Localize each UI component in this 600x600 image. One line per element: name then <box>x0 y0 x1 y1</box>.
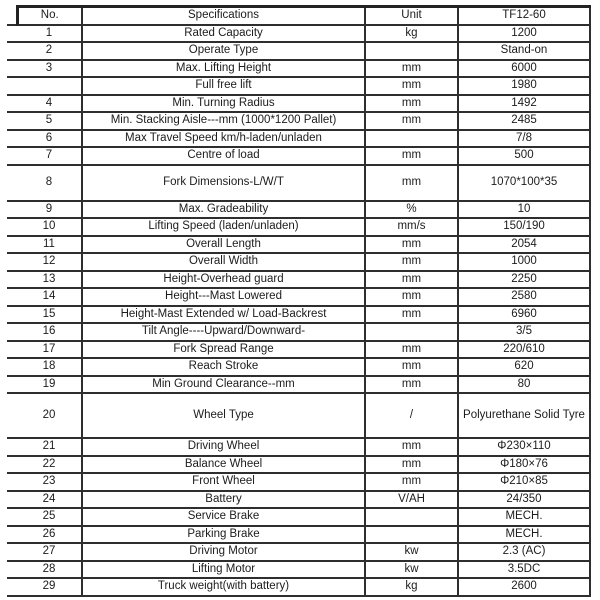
cell-value: 10 <box>458 201 590 219</box>
cell-unit: / <box>365 393 458 438</box>
row-gutter <box>7 561 17 579</box>
row-gutter <box>7 147 17 165</box>
row-gutter <box>7 25 17 43</box>
cell-specification: Centre of load <box>82 147 365 165</box>
cell-specification: Height-Mast Extended w/ Load-Backrest <box>82 306 365 324</box>
row-gutter <box>7 456 17 474</box>
cell-no: 2 <box>17 42 82 60</box>
cell-specification: Wheel Type <box>82 393 365 438</box>
cell-value: 1200 <box>458 25 590 43</box>
cell-value: Stand-on <box>458 42 590 60</box>
table-row <box>7 60 590 78</box>
cell-unit: % <box>365 201 458 219</box>
table-row <box>7 508 590 526</box>
cell-unit <box>365 508 458 526</box>
cell-specification: Tilt Angle----Upward/Downward- <box>82 323 365 341</box>
cell-specification: Height-Overhead guard <box>82 271 365 289</box>
cell-specification: Driving Wheel <box>82 438 365 456</box>
cell-value: 2580 <box>458 288 590 306</box>
cell-unit <box>365 130 458 148</box>
cell-unit: mm <box>365 95 458 113</box>
header-row <box>7 7 590 25</box>
cell-value: 220/610 <box>458 341 590 359</box>
cell-no: 10 <box>17 218 82 236</box>
cell-value: 2250 <box>458 271 590 289</box>
row-gutter <box>7 341 17 359</box>
cell-specification: Lifting Motor <box>82 561 365 579</box>
cell-value: 2.3 (AC) <box>458 543 590 561</box>
cell-unit: mm <box>365 112 458 130</box>
table-header <box>7 7 590 25</box>
table-row <box>7 306 590 324</box>
cell-no: 15 <box>17 306 82 324</box>
cell-unit: mm <box>365 253 458 271</box>
cell-unit <box>365 323 458 341</box>
cell-value: 1000 <box>458 253 590 271</box>
cell-no: 13 <box>17 271 82 289</box>
row-gutter <box>7 130 17 148</box>
cell-unit: mm <box>365 236 458 254</box>
cell-unit: kg <box>365 578 458 596</box>
table-row <box>7 393 590 438</box>
table-row <box>7 473 590 491</box>
cell-unit: mm <box>365 165 458 201</box>
cell-value: 24/350 <box>458 491 590 509</box>
cell-no: 7 <box>17 147 82 165</box>
cell-no: 28 <box>17 561 82 579</box>
specifications-table <box>7 5 591 597</box>
row-gutter <box>7 95 17 113</box>
cell-specification: Lifting Speed (laden/unladen) <box>82 218 365 236</box>
header-specifications: Specifications <box>82 7 365 25</box>
cell-no: 29 <box>17 578 82 596</box>
table-row <box>7 323 590 341</box>
row-gutter <box>7 112 17 130</box>
row-gutter <box>7 218 17 236</box>
cell-value: 2600 <box>458 578 590 596</box>
cell-specification: Parking Brake <box>82 526 365 544</box>
row-gutter <box>7 288 17 306</box>
cell-no: 23 <box>17 473 82 491</box>
cell-no: 26 <box>17 526 82 544</box>
cell-specification: Service Brake <box>82 508 365 526</box>
cell-unit: mm <box>365 147 458 165</box>
cell-no: 20 <box>17 393 82 438</box>
table-row <box>7 95 590 113</box>
cell-no: 24 <box>17 491 82 509</box>
cell-unit: kw <box>365 561 458 579</box>
cell-value: Polyurethane Solid Tyre <box>458 393 590 438</box>
cell-specification: Min. Stacking Aisle---mm (1000*1200 Pallet) <box>82 112 365 130</box>
row-gutter <box>7 60 17 78</box>
row-gutter <box>7 253 17 271</box>
row-gutter <box>7 578 17 596</box>
cell-unit: kg <box>365 25 458 43</box>
cell-specification: Max Travel Speed km/h-laden/unladen <box>82 130 365 148</box>
table-row <box>7 491 590 509</box>
cell-value: 3/5 <box>458 323 590 341</box>
row-gutter <box>7 376 17 394</box>
cell-value: MECH. <box>458 526 590 544</box>
table-row <box>7 201 590 219</box>
cell-specification: Fork Dimensions-L/W/T <box>82 165 365 201</box>
table-row <box>7 358 590 376</box>
cell-specification: Battery <box>82 491 365 509</box>
row-gutter <box>7 201 17 219</box>
cell-unit: mm <box>365 271 458 289</box>
row-gutter <box>7 438 17 456</box>
header-no: No. <box>17 7 82 25</box>
cell-no: 12 <box>17 253 82 271</box>
cell-unit: mm <box>365 60 458 78</box>
cell-value: 80 <box>458 376 590 394</box>
cell-no: 14 <box>17 288 82 306</box>
table-row <box>7 253 590 271</box>
cell-specification: Front Wheel <box>82 473 365 491</box>
cell-specification: Overall Width <box>82 253 365 271</box>
table-row <box>7 218 590 236</box>
table-row <box>7 438 590 456</box>
row-gutter <box>7 306 17 324</box>
row-gutter <box>7 236 17 254</box>
table-row <box>7 147 590 165</box>
header-model: TF12-60 <box>458 7 590 25</box>
row-gutter <box>7 393 17 438</box>
cell-no: 19 <box>17 376 82 394</box>
table-row <box>7 165 590 201</box>
cell-unit: mm <box>365 376 458 394</box>
cell-unit: mm/s <box>365 218 458 236</box>
row-gutter <box>7 491 17 509</box>
row-gutter <box>7 358 17 376</box>
cell-value: 7/8 <box>458 130 590 148</box>
row-gutter <box>7 42 17 60</box>
row-gutter <box>7 323 17 341</box>
table-row <box>7 561 590 579</box>
cell-value: 500 <box>458 147 590 165</box>
cell-value: 620 <box>458 358 590 376</box>
cell-no: 5 <box>17 112 82 130</box>
cell-value: 1492 <box>458 95 590 113</box>
cell-specification: Truck weight(with battery) <box>82 578 365 596</box>
cell-specification: Max. Gradeability <box>82 201 365 219</box>
table-row <box>7 236 590 254</box>
cell-no: 8 <box>17 165 82 201</box>
table-row <box>7 341 590 359</box>
row-gutter <box>7 473 17 491</box>
cell-unit: mm <box>365 77 458 95</box>
cell-specification: Reach Stroke <box>82 358 365 376</box>
cell-specification: Max. Lifting Height <box>82 60 365 78</box>
cell-value: Φ230×110 <box>458 438 590 456</box>
row-gutter <box>7 508 17 526</box>
cell-no: 4 <box>17 95 82 113</box>
cell-unit: V/AH <box>365 491 458 509</box>
table-row <box>7 77 590 95</box>
cell-unit: mm <box>365 306 458 324</box>
cell-specification: Balance Wheel <box>82 456 365 474</box>
table-row <box>7 543 590 561</box>
cell-value: 6000 <box>458 60 590 78</box>
table-row <box>7 376 590 394</box>
cell-no: 18 <box>17 358 82 376</box>
table-row <box>7 288 590 306</box>
cell-no: 22 <box>17 456 82 474</box>
cell-no: 27 <box>17 543 82 561</box>
table-row <box>7 578 590 596</box>
spec-table-body <box>7 25 590 596</box>
cell-value: 3.5DC <box>458 561 590 579</box>
row-gutter <box>7 77 17 95</box>
cell-value: 6960 <box>458 306 590 324</box>
row-gutter <box>7 543 17 561</box>
cell-specification: Overall Length <box>82 236 365 254</box>
cell-no: 21 <box>17 438 82 456</box>
cell-specification: Driving Motor <box>82 543 365 561</box>
cell-value: 1070*100*35 <box>458 165 590 201</box>
cell-no: 3 <box>17 60 82 78</box>
cell-no: 17 <box>17 341 82 359</box>
cell-specification: Min Ground Clearance--mm <box>82 376 365 394</box>
cell-value: 2485 <box>458 112 590 130</box>
cell-unit: mm <box>365 438 458 456</box>
table-row <box>7 112 590 130</box>
table-row <box>7 42 590 60</box>
cell-specification: Operate Type <box>82 42 365 60</box>
cell-no: 16 <box>17 323 82 341</box>
cell-value: 2054 <box>458 236 590 254</box>
cell-value: MECH. <box>458 508 590 526</box>
table-row <box>7 456 590 474</box>
cell-no: 25 <box>17 508 82 526</box>
cell-unit <box>365 526 458 544</box>
cell-value: Φ180×76 <box>458 456 590 474</box>
table-row <box>7 271 590 289</box>
row-gutter <box>7 165 17 201</box>
cell-unit: mm <box>365 456 458 474</box>
row-gutter <box>7 7 17 25</box>
cell-no <box>17 77 82 95</box>
row-gutter <box>7 271 17 289</box>
cell-unit: mm <box>365 288 458 306</box>
table-row <box>7 25 590 43</box>
cell-value: Φ210×85 <box>458 473 590 491</box>
cell-specification: Min. Turning Radius <box>82 95 365 113</box>
cell-unit: mm <box>365 473 458 491</box>
cell-unit: kw <box>365 543 458 561</box>
row-gutter <box>7 526 17 544</box>
cell-unit: mm <box>365 358 458 376</box>
cell-unit: mm <box>365 341 458 359</box>
header-unit: Unit <box>365 7 458 25</box>
cell-value: 150/190 <box>458 218 590 236</box>
cell-specification: Rated Capacity <box>82 25 365 43</box>
cell-specification: Fork Spread Range <box>82 341 365 359</box>
cell-no: 11 <box>17 236 82 254</box>
cell-specification: Height---Mast Lowered <box>82 288 365 306</box>
table-row <box>7 526 590 544</box>
cell-unit <box>365 42 458 60</box>
cell-no: 1 <box>17 25 82 43</box>
cell-specification: Full free lift <box>82 77 365 95</box>
table-row <box>7 130 590 148</box>
cell-value: 1980 <box>458 77 590 95</box>
cell-no: 9 <box>17 201 82 219</box>
cell-no: 6 <box>17 130 82 148</box>
